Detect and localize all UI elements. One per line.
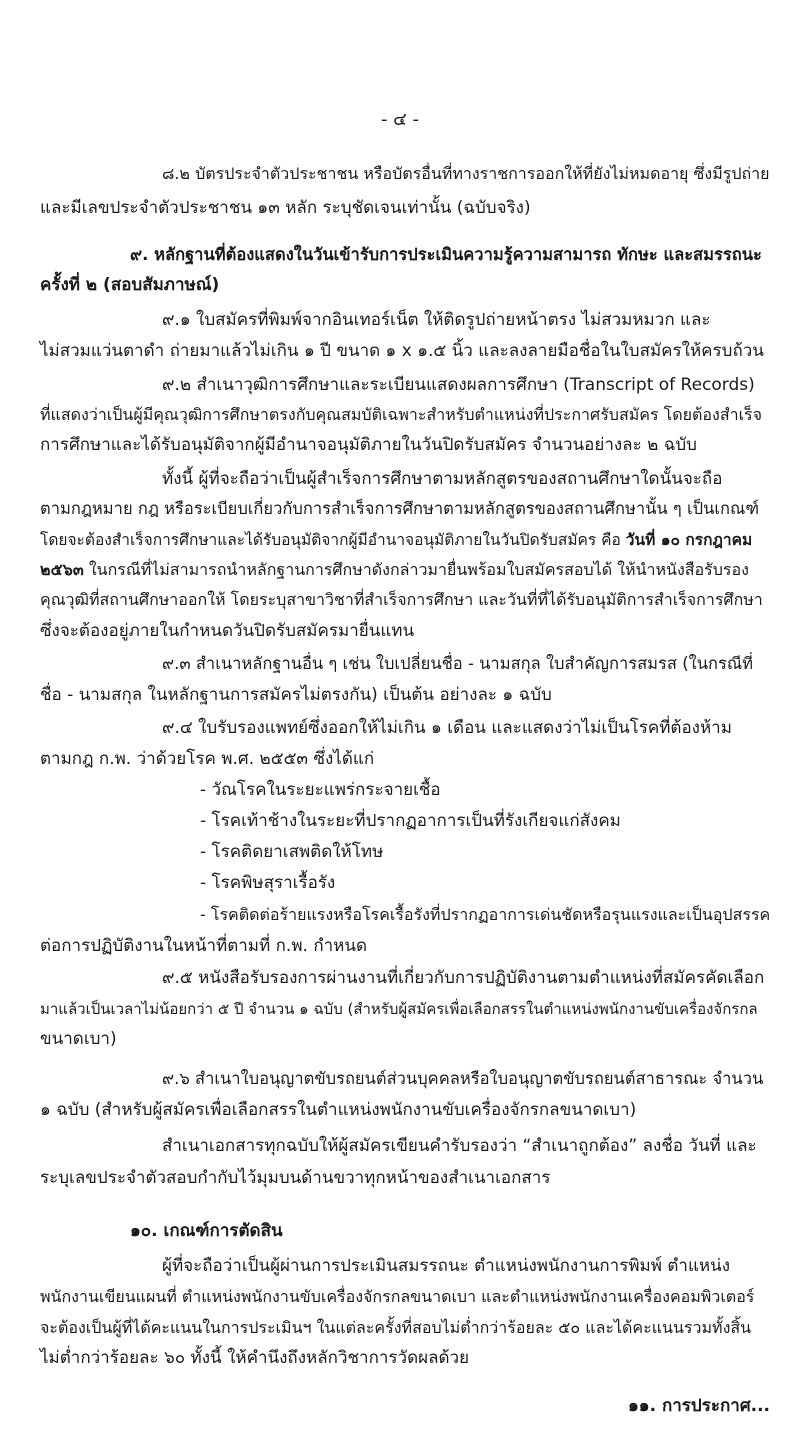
item-9-2-line-2: ที่แสดงว่าเป็นผู้มีคุณวุฒิการศึกษาตรงกับคุณสมบัติเฉพาะสำหรับตำแหน่งที่ประกาศรับสมัคร โดยต้องสำเร็จ [40,405,762,424]
criteria-line-2: พนักงานเขียนแผนที่ ตำแหน่งพนักงานขับเครื่องจักรกลขนาดเบา และตำแหน่งพนักงานเครื่องคอมพิวเตอร์ [40,1287,755,1306]
note-line-5: คุณวุฒิที่สถานศึกษาออกให้ โดยระบุสาขาวิชาที่สำเร็จการศึกษา และวันที่ที่ได้รับอนุมัติการสำเร็จการศึกษา [40,590,763,609]
section-9-heading-line-2: ครั้งที่ ๒ (สอบสัมภาษณ์) [40,275,220,295]
copy-certify-line-2: ระบุเลขประจำตัวสอบกำกับไว้มุมบนด้านขวาทุกหน้าของสำเนาเอกสาร [40,1168,551,1188]
item-9-5-line-1: ๙.๕ หนังสือรับรองการผ่านงานที่เกี่ยวกับการปฏิบัติงานตามตำแหน่งที่สมัครคัดเลือก [162,968,765,988]
item-9-2-line-3: การศึกษาและได้รับอนุมัติจากผู้มีอำนาจอนุมัติภายในวันปิดรับสมัคร จำนวนอย่างละ ๒ ฉบับ [40,435,697,455]
closing-date: วันที่ ๑๐ กรกฎาคม [625,531,753,549]
disease-item-5: - โรคติดต่อร้ายแรงหรือโรคเรื้อรังที่ปรากฏอาการเด่นชัดหรือรุนแรงและเป็นอุปสรรค [200,905,771,924]
criteria-line-4: ไม่ต่ำกว่าร้อยละ ๖๐ ทั้งนี้ ให้คำนึงถึงหลักวิชาการวัดผลด้วย [40,1348,470,1368]
item-9-6-line-1: ๙.๖ สำเนาใบอนุญาตขับรถยนต์ส่วนบุคคลหรือใบอนุญาตขับรถยนต์สาธารณะ จำนวน [162,1069,764,1088]
page-number: - ๔ - [380,109,420,130]
disease-item-2: - โรคเท้าช้างในระยะที่ปรากฏอาการเป็นที่รังเกียจแก่สังคม [200,811,621,831]
criteria-line-1: ผู้ที่จะถือว่าเป็นผู้ผ่านการประเมินสมรรถนะ ตำแหน่งพนักงานการพิมพ์ ตำแหน่ง [162,1256,731,1276]
section-10-heading: ๑๐. เกณฑ์การตัดสิน [130,1221,283,1241]
item-9-5-line-2: มาแล้วเป็นเวลาไม่น้อยกว่า ๕ ปี จำนวน ๑ ฉบับ (สำหรับผู้สมัครเพื่อเลือกสรรในตำแหน่งพนักงานขับเครื่องจักรกล [40,1000,758,1018]
closing-year: ๒๕๖๓ [40,560,84,579]
item-9-5-line-3: ขนาดเบา) [40,1029,117,1049]
criteria-line-3: จะต้องเป็นผู้ที่ได้คะแนนในการประเมินฯ ในแต่ละครั้งที่สอบไม่ต่ำกว่าร้อยละ ๕๐ และได้คะแนนรวมทั้งสิ้น [40,1318,752,1337]
next-page-continuation: ๑๑. การประกาศ... [628,1396,770,1416]
copy-certify-line-1: สำเนาเอกสารทุกฉบับให้ผู้สมัครเขียนคำรับรองว่า “สำเนาถูกต้อง” ลงชื่อ วันที่ และ [162,1136,757,1156]
note-line-4-text: ในกรณีที่ไม่สามารถนำหลักฐานการศึกษาดังกล่าวมายื่นพร้อมใบสมัครสอบได้ ให้นำหนังสือรับรอง [83,560,749,579]
item-8-2-line-2: และมีเลขประจำตัวประชาชน ๑๓ หลัก ระบุชัดเจนเท่านั้น (ฉบับจริง) [40,198,531,218]
item-9-1-line-2: ไม่สวมแว่นตาดำ ถ่ายมาแล้วไม่เกิน ๑ ปี ขนาด ๑ x ๑.๕ นิ้ว และลงลายมือชื่อในใบสมัครให้ครบถ้วน [40,341,764,361]
note-line-1: ทั้งนี้ ผู้ที่จะถือว่าเป็นผู้สำเร็จการศึกษาตามหลักสูตรของสถานศึกษาใดนั้นจะถือ [162,469,723,489]
disease-item-4: - โรคพิษสุราเรื้อรัง [200,873,336,893]
item-9-3-line-2: ชื่อ - นามสกุล ในหลักฐานการสมัครไม่ตรงกัน) เป็นต้น อย่างละ ๑ ฉบับ [40,685,552,705]
item-9-1-line-1: ๙.๑ ใบสมัครที่พิมพ์จากอินเทอร์เน็ต ให้ติดรูปถ่ายหน้าตรง ไม่สวมหมวก และ [162,310,711,330]
item-8-2-line-1: ๘.๒ บัตรประจำตัวประชาชน หรือบัตรอื่นที่ทางราชการออกให้ที่ยังไม่หมดอายุ ซึ่งมีรูปถ่าย [162,164,770,183]
note-line-4 [40,558,749,582]
disease-item-3: - โรคติดยาเสพติดให้โทษ [200,842,384,862]
item-9-4-line-1: ๙.๔ ใบรับรองแพทย์ซึ่งออกให้ไม่เกิน ๑ เดือน และแสดงว่าไม่เป็นโรคที่ต้องห้าม [162,718,732,738]
note-line-6: ซึ่งจะต้องอยู่ภายในกำหนดวันปิดรับสมัครมายื่นแทน [40,621,415,641]
note-line-2: ตามกฎหมาย กฎ หรือระเบียบเกี่ยวกับการสำเร็จการศึกษาตามหลักสูตรของสถานศึกษานั้น ๆ เป็นเกณฑ์ [40,499,760,518]
disease-item-1: - วัณโรคในระยะแพร่กระจายเชื้อ [200,780,441,800]
item-9-3-line-1: ๙.๓ สำเนาหลักฐานอื่น ๆ เช่น ใบเปลี่ยนชื่อ - นามสกุล ใบสำคัญการสมรส (ในกรณีที่ [162,654,754,673]
note-line-3-text: โดยจะต้องสำเร็จการศึกษาและได้รับอนุมัติจากผู้มีอำนาจอนุมัติภายในวันปิดรับสมัคร คือ [40,531,626,549]
item-9-6-line-2: ๑ ฉบับ (สำหรับผู้สมัครเพื่อเลือกสรรในตำแหน่งพนักงานขับเครื่องจักรกลขนาดเบา) [40,1100,637,1120]
note-line-3 [40,528,752,552]
section-9-heading-line-1: ๙. หลักฐานที่ต้องแสดงในวันเข้ารับการประเมินความรู้ความสามารถ ทักษะ และสมรรถนะ [130,245,762,264]
item-9-4-line-2: ตามกฎ ก.พ. ว่าด้วยโรค พ.ศ. ๒๕๕๓ ซึ่งได้แก่ [40,749,375,769]
disease-item-5-cont: ต่อการปฏิบัติงานในหน้าที่ตามที่ ก.พ. กำหนด [40,936,368,956]
item-9-2-line-1: ๙.๒ สำเนาวุฒิการศึกษาและระเบียนแสดงผลการศึกษา (Transcript of Records) [162,375,755,395]
